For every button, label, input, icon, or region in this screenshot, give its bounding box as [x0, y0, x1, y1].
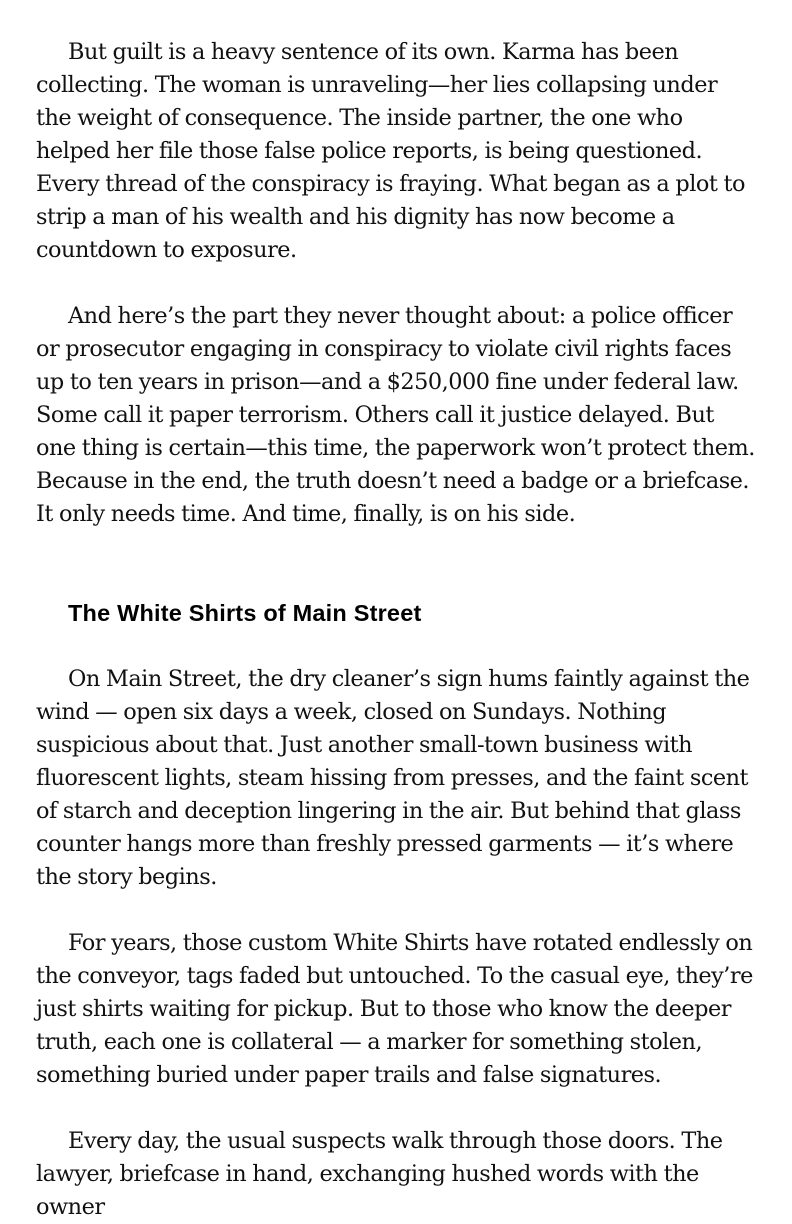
paragraph-spacer	[36, 1092, 758, 1125]
paragraph: But guilt is a heavy sentence of its own. Karma has been collecting. The woman is unraveling—her lies collapsing under the weight of consequence. The inside partner, the one who helped her file those false police reports, is being questioned. Every thread of the conspiracy is fraying. What began as a plot to strip a man of his wealth and his dignity has now become a countdown to exposure.	[36, 39, 745, 263]
section-spacer	[36, 531, 758, 597]
paragraph-spacer	[36, 894, 758, 927]
document-page	[36, 36, 758, 1224]
paragraph: And here’s the part they never thought about: a police officer or prosecutor engaging in conspiracy to violate civil rights faces up to ten years in prison—and a $250,000 fine under federal law. Some call it paper terrorism. Others call it justice delayed. But one thing is certain—this time, the paperwork won’t protect them. Because in the end, the truth doesn’t need a badge or a briefcase. It only needs time. And time, finally, is on his side.	[36, 303, 755, 527]
paragraph-spacer	[36, 630, 758, 663]
paragraph: On Main Street, the dry cleaner’s sign hums faintly against the wind — open six days a week, closed on Sundays. Nothing suspicious about that. Just another small-town business with fluorescent lights, steam hissing from presses, and the faint scent of starch and deception lingering in the air. But behind that glass counter hangs more than freshly pressed garments — it’s where the story begins.	[36, 666, 750, 890]
paragraph: For years, those custom White Shirts have rotated endlessly on the conveyor, tags faded but untouched. To the casual eye, they’re just shirts waiting for pickup. But to those who know the deeper truth, each one is collateral — a marker for something stolen, something buried under paper trails and false signatures.	[36, 930, 753, 1088]
paragraph-spacer	[36, 267, 758, 300]
section-heading: The White Shirts of Main Street	[68, 600, 422, 626]
paragraph: Every day, the usual suspects walk through those doors. The lawyer, briefcase in hand, exchanging hushed words with the owner	[36, 1128, 723, 1220]
